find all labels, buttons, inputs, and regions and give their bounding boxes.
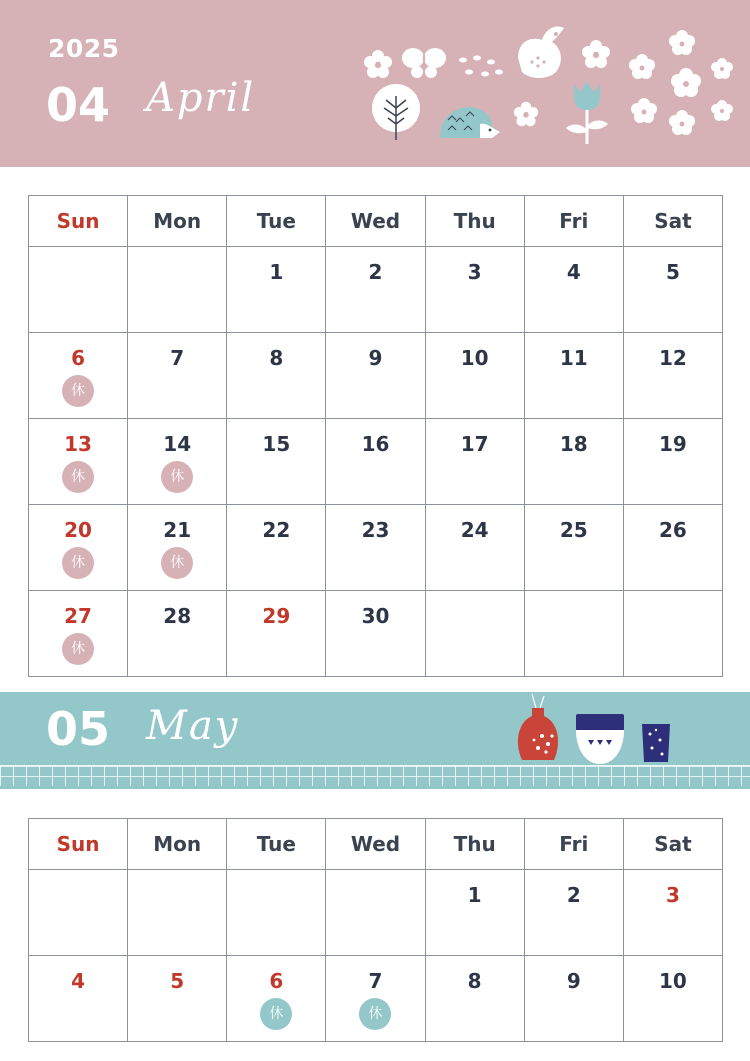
- day-number: 15: [262, 432, 291, 456]
- day-number: 26: [659, 518, 687, 542]
- day-number: 11: [559, 346, 588, 370]
- weekday-wed: Wed: [326, 819, 425, 870]
- weekday-tue: Tue: [227, 819, 326, 870]
- day-cell: [326, 419, 425, 505]
- day-cell: [29, 956, 128, 1042]
- day-number: 24: [460, 518, 489, 542]
- flower-icon: [512, 100, 540, 128]
- weekday-mon: Mon: [128, 196, 227, 247]
- week-row: [29, 505, 723, 591]
- day-number: 9: [566, 969, 581, 993]
- seeds-icon: [455, 52, 505, 82]
- day-cell: [29, 591, 128, 677]
- day-number: 22: [262, 518, 291, 542]
- empty-day-cell: [128, 870, 227, 956]
- butterfly-icon: [400, 44, 448, 80]
- flower-icon: [362, 48, 394, 80]
- day-cell: [425, 870, 524, 956]
- day-cell: [326, 956, 425, 1042]
- day-number: 29: [262, 604, 291, 628]
- day-number: 3: [467, 260, 482, 284]
- day-cell: [227, 505, 326, 591]
- weekday-sun: Sun: [29, 819, 128, 870]
- day-off-badge: 休: [62, 461, 94, 493]
- april-banner: [0, 0, 750, 167]
- day-number: 18: [559, 432, 588, 456]
- cup-icon: [638, 720, 674, 766]
- day-cell: [524, 956, 623, 1042]
- week-row: [29, 247, 723, 333]
- week-row: [29, 419, 723, 505]
- day-number: 6: [71, 346, 86, 370]
- day-cell: [227, 247, 326, 333]
- weekday-fri: Fri: [524, 196, 623, 247]
- weekday-sat: Sat: [623, 819, 722, 870]
- day-cell: [425, 333, 524, 419]
- week-row: [29, 956, 723, 1042]
- tulip-icon: [562, 80, 612, 146]
- april-month-name: April: [146, 75, 256, 121]
- day-off-badge: 休: [62, 633, 94, 665]
- day-number: 9: [368, 346, 383, 370]
- hedgehog-icon: [436, 100, 504, 142]
- day-off-badge: 休: [161, 461, 193, 493]
- weekday-tue: Tue: [227, 196, 326, 247]
- day-number: 2: [368, 260, 383, 284]
- day-cell: [128, 419, 227, 505]
- day-cell: [128, 591, 227, 677]
- day-cell: [623, 333, 722, 419]
- day-cell: [524, 247, 623, 333]
- day-number: 7: [170, 346, 185, 370]
- day-number: 14: [163, 432, 192, 456]
- day-number: 1: [467, 883, 482, 907]
- day-cell: [227, 956, 326, 1042]
- day-number: 13: [64, 432, 92, 456]
- day-number: 30: [361, 604, 390, 628]
- day-cell: [227, 419, 326, 505]
- day-cell: [128, 956, 227, 1042]
- april-calendar-grid: [28, 195, 723, 677]
- flower-cluster-icon: [624, 26, 740, 138]
- day-number: 28: [163, 604, 192, 628]
- day-number: 19: [659, 432, 687, 456]
- day-cell: [227, 591, 326, 677]
- day-cell: [524, 870, 623, 956]
- weekday-sun: Sun: [29, 196, 128, 247]
- day-off-badge: 休: [62, 547, 94, 579]
- day-cell: [623, 505, 722, 591]
- day-cell: [425, 505, 524, 591]
- week-row: [29, 591, 723, 677]
- day-off-badge: 休: [161, 547, 193, 579]
- day-cell: [425, 419, 524, 505]
- may-calendar-grid: [28, 818, 723, 1042]
- day-cell: [128, 505, 227, 591]
- day-cell: [524, 419, 623, 505]
- year-label: 2025: [48, 34, 120, 63]
- week-row: [29, 333, 723, 419]
- day-cell: [623, 419, 722, 505]
- day-number: 1: [269, 260, 284, 284]
- weekday-thu: Thu: [425, 196, 524, 247]
- day-cell: [623, 956, 722, 1042]
- day-number: 20: [64, 518, 92, 542]
- day-cell: [326, 505, 425, 591]
- day-cell: [623, 247, 722, 333]
- weekday-wed: Wed: [326, 196, 425, 247]
- day-cell: [29, 333, 128, 419]
- flower-icon: [580, 38, 612, 70]
- day-cell: [227, 333, 326, 419]
- day-cell: [128, 333, 227, 419]
- empty-day-cell: [29, 870, 128, 956]
- day-number: 25: [559, 518, 588, 542]
- day-cell: [425, 956, 524, 1042]
- weekday-header-row: [29, 196, 723, 247]
- empty-day-cell: [425, 591, 524, 677]
- empty-day-cell: [29, 247, 128, 333]
- day-cell: [326, 333, 425, 419]
- weekday-sat: Sat: [623, 196, 722, 247]
- day-number: 8: [467, 969, 482, 993]
- day-number: 6: [269, 969, 284, 993]
- bird-icon: [512, 22, 574, 84]
- day-number: 21: [163, 518, 192, 542]
- empty-day-cell: [128, 247, 227, 333]
- bowl-icon: [574, 710, 626, 766]
- may-month-number: 05: [46, 702, 111, 756]
- weekday-header-row: [29, 819, 723, 870]
- day-cell: [326, 247, 425, 333]
- week-row: [29, 870, 723, 956]
- day-number: 27: [64, 604, 92, 628]
- vase-icon: [512, 694, 564, 766]
- day-number: 10: [460, 346, 489, 370]
- day-number: 2: [566, 883, 581, 907]
- day-cell: [524, 333, 623, 419]
- empty-day-cell: [326, 870, 425, 956]
- day-number: 5: [170, 969, 185, 993]
- day-number: 7: [368, 969, 383, 993]
- day-number: 23: [361, 518, 390, 542]
- weekday-fri: Fri: [524, 819, 623, 870]
- empty-day-cell: [524, 591, 623, 677]
- day-cell: [524, 505, 623, 591]
- may-month-name: May: [146, 703, 240, 749]
- empty-day-cell: [623, 591, 722, 677]
- day-number: 12: [659, 346, 687, 370]
- april-month-number: 04: [46, 78, 111, 132]
- day-cell: [425, 247, 524, 333]
- day-off-badge: 休: [62, 375, 94, 407]
- day-cell: [326, 591, 425, 677]
- may-banner: [0, 692, 750, 789]
- day-off-badge: 休: [260, 998, 292, 1030]
- day-number: 3: [665, 883, 680, 907]
- grid-band: [0, 765, 750, 786]
- weekday-mon: Mon: [128, 819, 227, 870]
- day-cell: [29, 419, 128, 505]
- day-off-badge: 休: [359, 998, 391, 1030]
- day-cell: [29, 505, 128, 591]
- day-number: 17: [460, 432, 489, 456]
- day-cell: [623, 870, 722, 956]
- empty-day-cell: [227, 870, 326, 956]
- day-number: 10: [659, 969, 687, 993]
- day-number: 16: [361, 432, 390, 456]
- day-number: 4: [71, 969, 86, 993]
- day-number: 4: [566, 260, 581, 284]
- day-number: 5: [665, 260, 680, 284]
- weekday-thu: Thu: [425, 819, 524, 870]
- tree-icon: [366, 82, 426, 142]
- day-number: 8: [269, 346, 284, 370]
